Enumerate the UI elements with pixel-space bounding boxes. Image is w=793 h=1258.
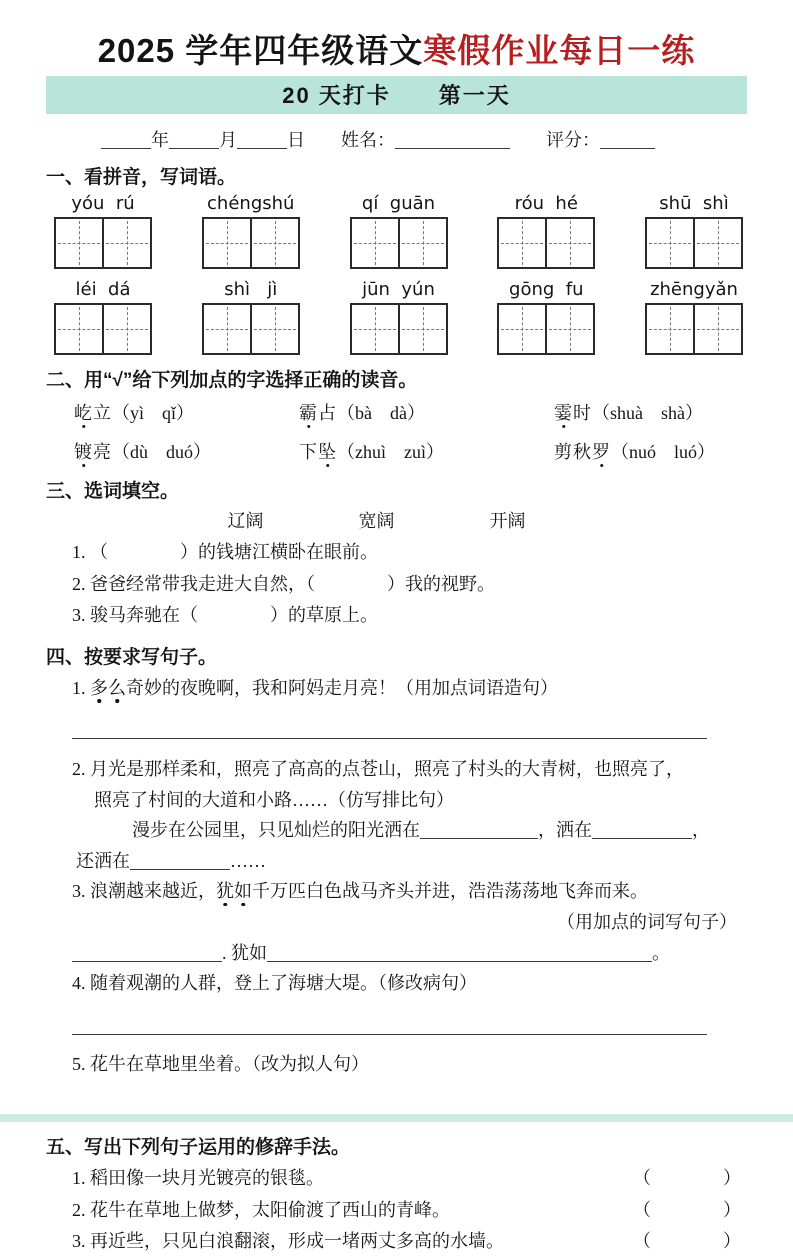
answer-blank[interactable] (395, 130, 510, 149)
answer-blank[interactable] (101, 130, 151, 149)
text-run: 日 (287, 130, 305, 151)
writing-cell[interactable] (352, 219, 398, 267)
sentence-row (46, 785, 747, 816)
pronunciation-word (554, 403, 592, 423)
day-banner-label: 20 天打卡 第一天 (282, 83, 511, 109)
pronunciation-options[interactable]: （shuà shà） (592, 403, 703, 424)
writing-cell[interactable] (204, 219, 250, 267)
char: 占 (318, 403, 337, 424)
answer-blank[interactable] (237, 130, 287, 149)
writing-grid (497, 217, 595, 269)
pronunciation-options[interactable]: （nuó luó） (611, 442, 716, 463)
writing-grid (54, 217, 152, 269)
dotted-char: 多 (90, 677, 108, 698)
sentence-row (46, 673, 747, 704)
fill-in-item[interactable]: 2. 爸爸经常带我走进大自然，（ ）我的视野。 (72, 573, 495, 594)
rhetoric-items (46, 1163, 747, 1258)
title-black-part: 2025 学年四年级语文 (97, 32, 424, 69)
date-line (46, 126, 747, 152)
sentence-exercise-item (46, 1049, 747, 1122)
pronunciation-item (554, 400, 747, 427)
section-4-heading: 四、按要求写句子。 (46, 646, 218, 668)
writing-cell[interactable] (693, 305, 741, 353)
text-run: 姓名： (305, 130, 395, 151)
writing-cell[interactable] (250, 219, 298, 267)
pronunciation-item (299, 439, 554, 466)
pinyin-word-block (350, 193, 448, 269)
writing-cell[interactable] (545, 219, 593, 267)
pinyin-label: róu hé (514, 193, 578, 215)
text-run: 评分： (510, 130, 600, 151)
answer-blank[interactable] (420, 820, 538, 839)
text-run: 千万匹白色战马齐头并进，浩浩荡荡地飞奔而来。 (252, 881, 648, 902)
pronunciation-word (74, 442, 112, 462)
sentence-row (46, 754, 747, 785)
sentence-row (46, 846, 747, 877)
pronunciation-word (74, 403, 112, 423)
sentence-exercise-item (46, 968, 747, 1041)
dotted-char: 如 (234, 881, 252, 902)
rhetoric-sentence: 1. 稻田像一块月光镀亮的银毯。 (72, 1168, 324, 1189)
char: 立 (93, 403, 112, 424)
pinyin-label: shì jì (224, 279, 278, 301)
sentence-exercise-item (46, 673, 747, 746)
footer-accent-bar (0, 1114, 793, 1122)
text-run: 5. 花牛在草地里坐着。（改为拟人句） (72, 1054, 369, 1075)
writing-grid (350, 303, 448, 355)
writing-cell[interactable] (102, 305, 150, 353)
rhetoric-answer-parens[interactable]: （ ） (633, 1199, 741, 1220)
pronunciation-word (299, 403, 337, 423)
writing-cell[interactable] (204, 305, 250, 353)
rhetoric-sentence: 2. 花牛在草地上做梦，太阳偷渡了西山的青峰。 (72, 1199, 450, 1220)
answer-blank[interactable] (72, 943, 222, 962)
pinyin-word-block (54, 193, 152, 269)
word-bank-item: 开阔 (489, 511, 526, 532)
pinyin-row (54, 279, 743, 355)
char: 亮 (93, 442, 112, 463)
dotted-char: 犹 (216, 881, 234, 902)
writing-cell[interactable] (352, 305, 398, 353)
pronunciation-options[interactable]: （yì qǐ） (112, 403, 195, 424)
writing-cell[interactable] (398, 305, 446, 353)
writing-grid (54, 303, 152, 355)
dotted-char: 霎 (554, 403, 573, 424)
pinyin-label: zhēngyǎn (650, 279, 738, 301)
section-3-heading: 三、选词填空。 (46, 481, 180, 503)
sentence-row (46, 715, 747, 746)
pronunciation-item (299, 400, 554, 427)
pinyin-word-block (350, 279, 448, 355)
pinyin-label: jūn yún (362, 279, 435, 301)
text-run: 。 (652, 942, 670, 963)
fill-in-item[interactable]: 1. （ ）的钱塘江横卧在眼前。 (72, 542, 378, 563)
char: 剪 (554, 442, 573, 463)
writing-grid (645, 217, 743, 269)
sentence-row (46, 968, 747, 999)
pinyin-word-block (645, 193, 743, 269)
text-run: …… (230, 850, 266, 871)
pronunciation-word (554, 442, 611, 462)
answer-blank[interactable] (592, 820, 692, 839)
section-1-heading: 一、看拼音，写词语。 (46, 167, 237, 189)
dotted-char: 罗 (592, 442, 611, 463)
text-run: 3. 浪潮越来越近， (72, 881, 216, 902)
answer-blank[interactable] (130, 851, 230, 870)
writing-cell[interactable] (647, 305, 693, 353)
word-bank-item: 宽阔 (358, 511, 395, 532)
pinyin-label: gōng fu (509, 279, 584, 301)
text-run: ， (692, 820, 710, 841)
pinyin-word-block (202, 193, 300, 269)
sentence-row (46, 938, 747, 969)
sentence-exercise-item (46, 754, 747, 876)
text-run: （用加点的词写句子） (557, 911, 737, 932)
pinyin-word-block (645, 279, 743, 355)
writing-cell[interactable] (398, 219, 446, 267)
text-run: 年 (151, 130, 169, 151)
sentence-row (46, 907, 747, 938)
writing-cell[interactable] (250, 305, 298, 353)
writing-grid (645, 303, 743, 355)
answer-blank[interactable] (600, 130, 655, 149)
answer-blank[interactable] (169, 130, 219, 149)
fill-in-items (46, 537, 747, 632)
writing-cell[interactable] (499, 219, 545, 267)
sentence-row (46, 876, 747, 907)
sentence-row (46, 815, 747, 846)
writing-grid (497, 303, 595, 355)
day-banner (46, 76, 747, 114)
rhetoric-item (46, 1163, 747, 1195)
writing-cell[interactable] (693, 219, 741, 267)
writing-cell[interactable] (56, 219, 102, 267)
pinyin-word-block (202, 279, 300, 355)
pronunciation-grid (46, 400, 747, 466)
writing-grid (202, 217, 300, 269)
dotted-char: 坠 (318, 442, 337, 463)
text-run: 照亮了村间的大道和小路……（仿写排比句） (94, 789, 454, 810)
sentence-row (46, 1049, 747, 1080)
pronunciation-options[interactable]: （bà dà） (337, 403, 425, 424)
pronunciation-item (554, 439, 747, 466)
pronunciation-item (74, 400, 299, 427)
writing-cell[interactable] (56, 305, 102, 353)
pinyin-label: yóu rú (71, 193, 135, 215)
text-run: 1. (72, 677, 90, 698)
text-run: 4. 随着观潮的人群，登上了海塘大堤。（修改病句） (72, 973, 477, 994)
char: 秋 (573, 442, 592, 463)
sentence-exercises (46, 673, 747, 1123)
pinyin-label: qí guān (361, 193, 436, 215)
pinyin-label: léi dá (75, 279, 131, 301)
sentence-exercise-item (46, 876, 747, 968)
char: 时 (573, 403, 592, 424)
answer-blank[interactable] (72, 1016, 707, 1035)
text-run: 漫步在公园里，只见灿烂的阳光洒在 (132, 820, 420, 841)
writing-cell[interactable] (647, 219, 693, 267)
writing-cell[interactable] (545, 305, 593, 353)
writing-cell[interactable] (499, 305, 545, 353)
pinyin-word-block (497, 279, 595, 355)
dotted-char: 屹 (74, 403, 93, 424)
section-2-heading: 二、用“√”给下列加点的字选择正确的读音。 (46, 370, 418, 392)
pronunciation-options[interactable]: （zhuì zuì） (337, 442, 444, 463)
pinyin-label: chéngshú (207, 193, 295, 215)
dotted-char: 镀 (74, 442, 93, 463)
rhetoric-item (46, 1226, 747, 1258)
text-run: 奇妙的夜晚啊，我和阿妈走月亮！（用加点词语造句） (126, 677, 558, 698)
fill-in-item[interactable]: 3. 骏马奔驰在（ ）的草原上。 (72, 605, 378, 626)
title-red-part: 寒假作业每日一练 (423, 32, 696, 69)
writing-grid (202, 303, 300, 355)
text-run: 还洒在 (76, 850, 130, 871)
writing-grid (350, 217, 448, 269)
writing-cell[interactable] (102, 219, 150, 267)
text-run: 月 (219, 130, 237, 151)
pinyin-label: shū shì (659, 193, 729, 215)
pinyin-grid-area (46, 193, 747, 355)
page-title (46, 30, 747, 71)
dotted-char: 霸 (299, 403, 318, 424)
rhetoric-sentence: 3. 再近些，只见白浪翻滚，形成一堵两丈多高的水墙。 (72, 1231, 504, 1252)
text-run: 2. 月光是那样柔和，照亮了高高的点苍山，照亮了村头的大青树，也照亮了， (72, 758, 684, 779)
pinyin-row (54, 193, 743, 269)
word-bank-item: 辽阔 (227, 511, 264, 532)
rhetoric-answer-parens[interactable]: （ ） (633, 1231, 741, 1252)
answer-blank[interactable] (72, 720, 707, 739)
char: 下 (299, 442, 318, 463)
answer-blank[interactable] (267, 943, 652, 962)
word-bank (46, 507, 707, 533)
pronunciation-word (299, 442, 337, 462)
pronunciation-item (74, 439, 299, 466)
sentence-row (46, 1011, 747, 1042)
text-run: . 犹如 (222, 942, 267, 963)
pronunciation-options[interactable]: （dù duó） (112, 442, 211, 463)
text-run: ，洒在 (538, 820, 592, 841)
dotted-char: 么 (108, 677, 126, 698)
pinyin-word-block (497, 193, 595, 269)
section-5-heading: 五、写出下列句子运用的修辞手法。 (46, 1137, 351, 1159)
rhetoric-answer-parens[interactable]: （ ） (633, 1168, 741, 1189)
pinyin-word-block (54, 279, 152, 355)
rhetoric-item (46, 1195, 747, 1227)
